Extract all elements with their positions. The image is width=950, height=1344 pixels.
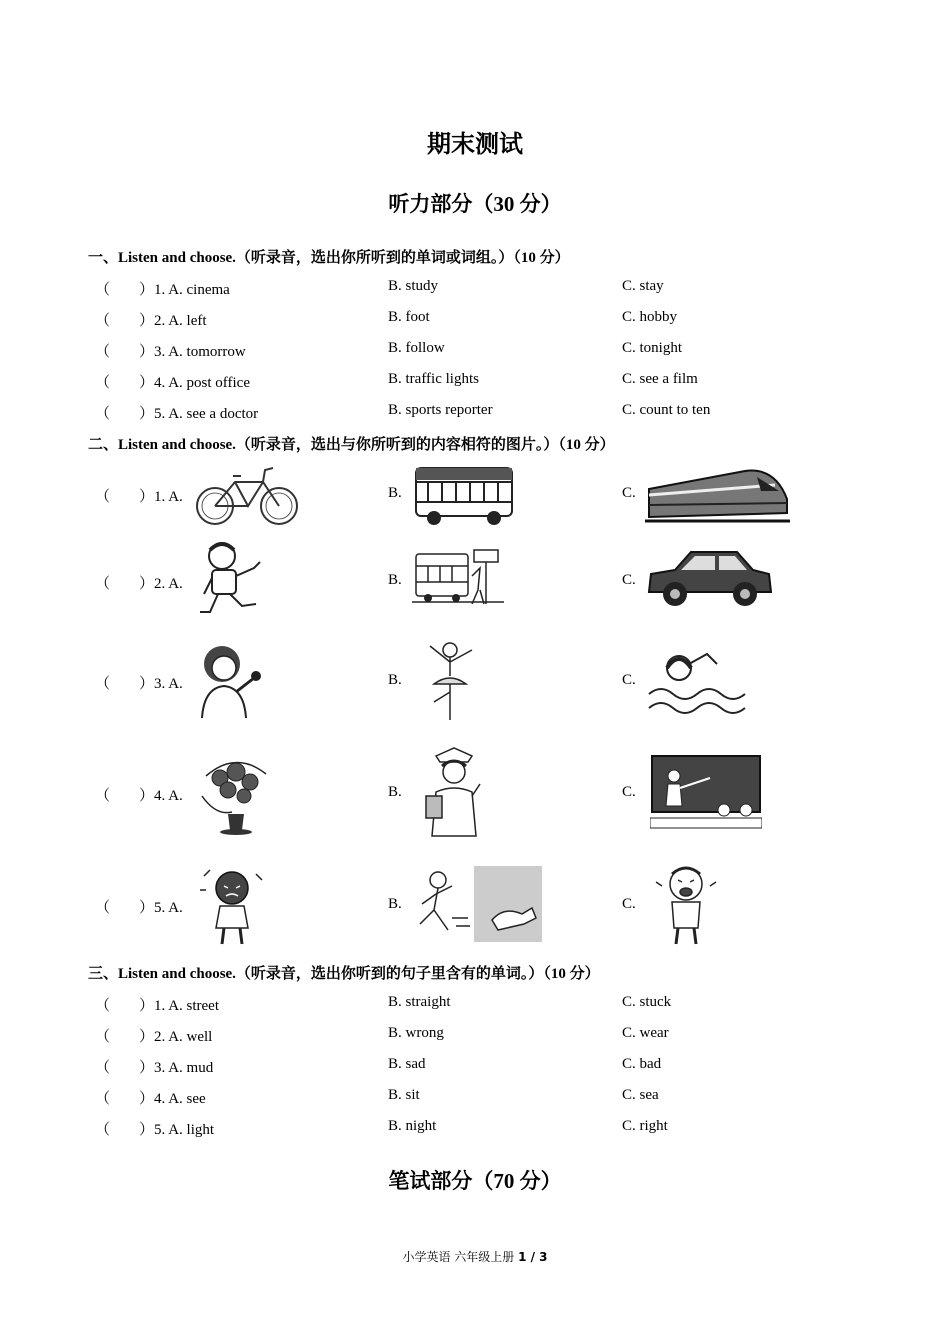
option-c: C. hobby [622, 309, 678, 325]
option-a: ）2. A. [139, 576, 183, 592]
answer-paren[interactable]: （ [95, 489, 111, 505]
answer-paren[interactable]: （ [95, 375, 111, 391]
option-a: ）2. A. left [139, 313, 207, 329]
option-b: B. [388, 896, 402, 912]
answer-paren[interactable]: （ [95, 676, 111, 692]
s1-question-1 [0, 278, 950, 302]
option-a: ）5. A. light [139, 1122, 215, 1138]
option-c: C. right [622, 1118, 668, 1134]
s1-question-4 [0, 371, 950, 395]
option-b: B. sit [388, 1087, 420, 1103]
option-b: B. sports reporter [388, 402, 493, 418]
option-c: C. [622, 672, 636, 688]
option-a: ）2. A. well [139, 1029, 213, 1045]
option-c: C. wear [622, 1025, 669, 1041]
answer-paren[interactable]: （ [95, 576, 111, 592]
boy-running-from-dog-image [412, 866, 542, 942]
page-title: 期末测试 [427, 132, 523, 158]
option-c: C. tonight [622, 340, 683, 356]
option-c: C. see a film [622, 371, 698, 387]
option-b: B. straight [388, 994, 451, 1010]
bus-stop-image [412, 546, 504, 606]
s1-question-2 [0, 309, 950, 333]
angry-boy-image [196, 866, 268, 946]
singer-image [196, 642, 268, 718]
option-b: B. traffic lights [388, 371, 479, 387]
footer-text: 小学英语 六年级上册 [402, 1250, 519, 1264]
option-a: ）3. A. tomorrow [139, 344, 246, 360]
answer-paren[interactable]: （ [95, 344, 111, 360]
option-c: C. bad [622, 1056, 662, 1072]
answer-paren[interactable]: （ [95, 788, 111, 804]
option-b: B. [388, 784, 402, 800]
answer-paren[interactable]: （ [95, 406, 111, 422]
s3-question-2 [0, 1025, 950, 1049]
car-image [645, 546, 775, 610]
teacher-image [650, 754, 762, 830]
written-header: 笔试部分（70 分） [388, 1169, 562, 1193]
option-c: C. stay [622, 278, 664, 294]
option-a: ）5. A. see a doctor [139, 406, 259, 422]
option-b: B. night [388, 1118, 437, 1134]
option-c: C. stuck [622, 994, 672, 1010]
option-b: B. [388, 572, 402, 588]
option-b: B. sad [388, 1056, 426, 1072]
answer-paren[interactable]: （ [95, 1091, 111, 1107]
page-number: 1 / 3 [518, 1250, 548, 1264]
ballet-dancer-image [420, 636, 480, 722]
option-c: C. [622, 572, 636, 588]
section1-heading: 一、Listen and choose.（听录音，选出你所听到的单词或词组。）（10 分） [88, 250, 570, 266]
option-a: ）5. A. [139, 900, 183, 916]
option-a: ）3. A. [139, 676, 183, 692]
section3-heading: 三、Listen and choose.（听录音，选出你听到的句子里含有的单词。）（10 分） [88, 966, 600, 982]
s1-question-3 [0, 340, 950, 364]
option-a: ）1. A. cinema [139, 282, 230, 298]
option-a: ）4. A. see [139, 1091, 206, 1107]
s3-question-4 [0, 1087, 950, 1111]
answer-paren[interactable]: （ [95, 1060, 111, 1076]
option-b: B. wrong [388, 1025, 444, 1041]
option-c: C. [622, 485, 636, 501]
option-b: B. follow [388, 340, 445, 356]
answer-paren[interactable]: （ [95, 313, 111, 329]
option-b: B. study [388, 278, 439, 294]
option-a: ）4. A. [139, 788, 183, 804]
s3-question-3 [0, 1056, 950, 1080]
crying-boy-image [648, 862, 724, 946]
option-b: B. [388, 672, 402, 688]
option-a: ）1. A. street [139, 998, 220, 1014]
option-a: ）4. A. post office [139, 375, 250, 391]
option-c: C. [622, 896, 636, 912]
s1-question-5 [0, 402, 950, 426]
option-a: ）1. A. [139, 489, 183, 505]
section2-heading: 二、Listen and choose.（听录音，选出与你所听到的内容相符的图片。）（10 分） [88, 437, 615, 453]
swimmer-image [645, 640, 750, 720]
option-b: B. foot [388, 309, 430, 325]
answer-paren[interactable]: （ [95, 998, 111, 1014]
nurse-image [414, 744, 494, 838]
option-c: C. sea [622, 1087, 659, 1103]
answer-paren[interactable]: （ [95, 900, 111, 916]
s3-question-5 [0, 1118, 950, 1142]
page-footer [0, 1248, 950, 1265]
boy-walking-image [198, 540, 278, 620]
answer-paren[interactable]: （ [95, 282, 111, 298]
flowers-image [196, 756, 274, 836]
answer-paren[interactable]: （ [95, 1029, 111, 1045]
bus-image [412, 462, 517, 528]
listening-header: 听力部分（30 分） [388, 192, 562, 216]
bicycle-image [193, 462, 303, 527]
option-c: C. count to ten [622, 402, 711, 418]
train-image [645, 459, 790, 529]
option-a: ）3. A. mud [139, 1060, 214, 1076]
option-c: C. [622, 784, 636, 800]
s3-question-1 [0, 994, 950, 1018]
answer-paren[interactable]: （ [95, 1122, 111, 1138]
option-b: B. [388, 485, 402, 501]
